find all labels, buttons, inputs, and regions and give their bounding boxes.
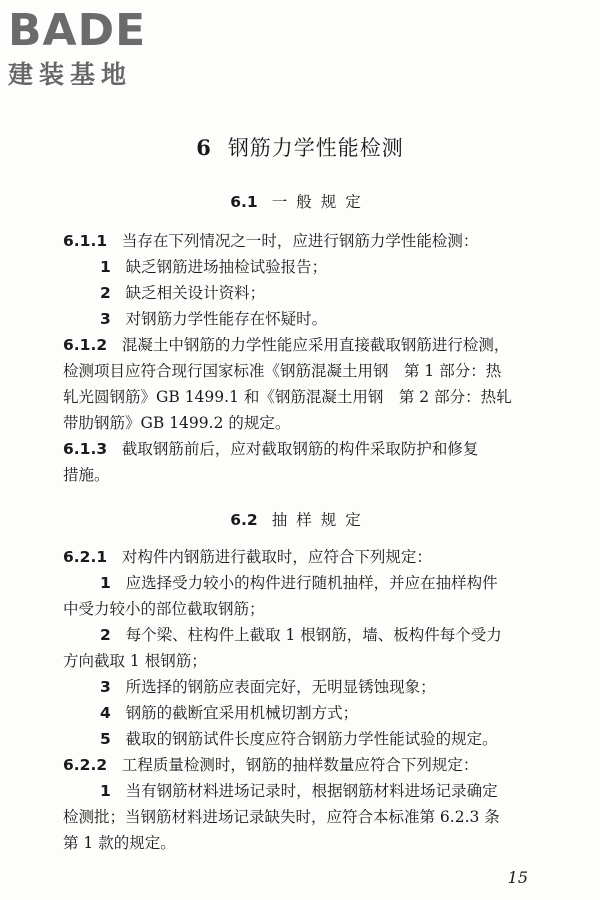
clause-text-line: 轧光圆钢筋》GB 1499.1 和《钢筋混凝土用钢 第 2 部分：热轧 <box>63 388 512 406</box>
item-number: 2 <box>100 284 111 302</box>
list-item <box>100 730 498 748</box>
clause-text-line: 检测项目应符合现行国家标准《钢筋混凝土用钢 第 1 部分：热 <box>63 362 502 380</box>
item-number: 2 <box>100 626 111 644</box>
clause-text-line: 措施。 <box>63 466 110 484</box>
item-number: 1 <box>100 574 111 592</box>
section-number: 6.2 <box>230 511 258 529</box>
chapter-number: 6 <box>196 135 212 160</box>
page-number: 15 <box>507 868 528 887</box>
item-number: 3 <box>100 678 111 696</box>
list-item <box>100 704 358 722</box>
clause-6-1-3 <box>63 440 478 458</box>
item-number: 1 <box>100 258 111 276</box>
section-number: 6.1 <box>230 193 258 211</box>
section-heading-6-1 <box>0 190 600 212</box>
item-text: 所选择的钢筋应表面完好，无明显锈蚀现象； <box>125 678 436 696</box>
clause-number: 6.2.1 <box>63 548 108 566</box>
list-item <box>100 258 327 276</box>
item-number: 5 <box>100 730 111 748</box>
item-number: 3 <box>100 310 111 328</box>
clause-6-2-2 <box>63 756 478 774</box>
item-text: 缺乏钢筋进场抽检试验报告； <box>125 258 328 276</box>
item-text-line: 第 1 款的规定。 <box>63 834 176 852</box>
chapter-heading <box>0 132 600 162</box>
brand-logo <box>8 6 178 90</box>
list-item <box>100 678 436 696</box>
item-text-line: 方向截取 1 根钢筋； <box>63 652 207 670</box>
clause-6-1-2 <box>63 336 509 354</box>
clause-6-2-1 <box>63 548 432 566</box>
item-text: 钢筋的截断宜采用机械切割方式； <box>125 704 359 722</box>
logo-wordmark: BADE <box>8 5 147 56</box>
item-text-line: 检测批；当钢筋材料进场记录缺失时，应符合本标准第 6.2.3 条 <box>63 808 500 826</box>
clause-text-line: 带肋钢筋》GB 1499.2 的规定。 <box>63 414 291 432</box>
clause-text: 混凝土中钢筋的力学性能应采用直接截取钢筋进行检测， <box>121 336 510 354</box>
item-text: 缺乏相关设计资料； <box>125 284 266 302</box>
list-item <box>100 310 327 328</box>
logo-subtitle: 建装基地 <box>8 60 133 89</box>
list-item <box>100 626 502 644</box>
item-text-line: 中受力较小的部位截取钢筋； <box>63 600 265 618</box>
item-text: 每个梁、柱构件上截取 1 根钢筋，墙、板构件每个受力 <box>125 626 502 644</box>
item-text: 当有钢筋材料进场记录时，根据钢筋材料进场记录确定 <box>125 782 498 800</box>
section-title: 一般规定 <box>271 193 370 211</box>
item-text: 截取的钢筋试件长度应符合钢筋力学性能试验的规定。 <box>125 730 498 748</box>
item-text: 应选择受力较小的构件进行随机抽样，并应在抽样构件 <box>125 574 498 592</box>
list-item <box>100 574 498 592</box>
item-number: 4 <box>100 704 111 722</box>
clause-number: 6.1.3 <box>63 440 108 458</box>
clause-text: 截取钢筋前后，应对截取钢筋的构件采取防护和修复 <box>121 440 479 458</box>
chapter-title: 钢筋力学性能检测 <box>227 136 404 160</box>
clause-number: 6.2.2 <box>63 756 108 774</box>
clause-number: 6.1.2 <box>63 336 108 354</box>
clause-text: 工程质量检测时，钢筋的抽样数量应符合下列规定： <box>121 756 479 774</box>
clause-6-1-1 <box>63 232 478 250</box>
clause-text: 对构件内钢筋进行截取时，应符合下列规定： <box>121 548 432 566</box>
section-title: 抽样规定 <box>271 511 370 529</box>
list-item <box>100 782 498 800</box>
clause-text: 当存在下列情况之一时，应进行钢筋力学性能检测： <box>121 232 479 250</box>
item-text: 对钢筋力学性能存在怀疑时。 <box>125 310 328 328</box>
section-heading-6-2 <box>0 508 600 530</box>
item-number: 1 <box>100 782 111 800</box>
clause-number: 6.1.1 <box>63 232 108 250</box>
list-item <box>100 284 265 302</box>
